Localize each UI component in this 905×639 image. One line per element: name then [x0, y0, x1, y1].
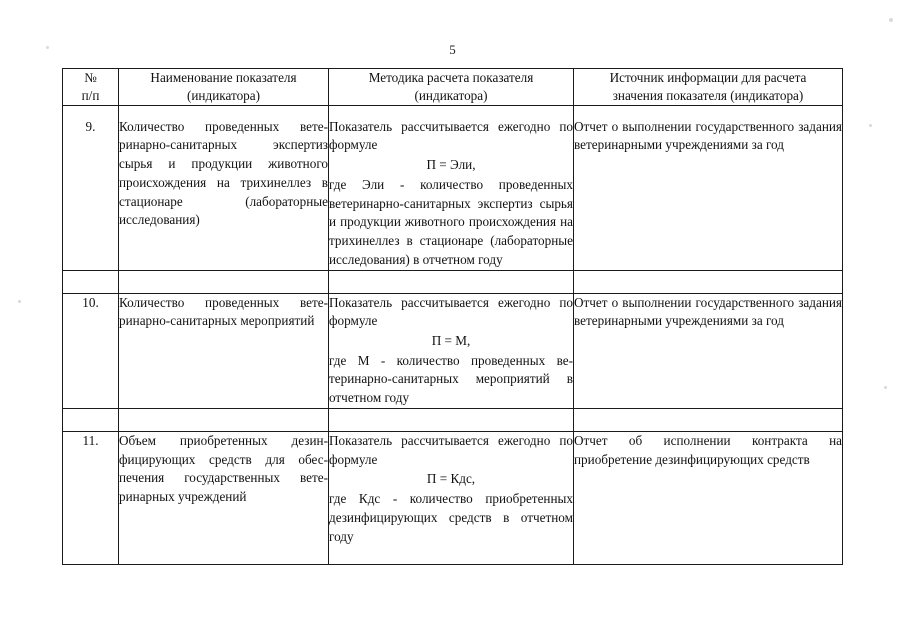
row-method — [329, 293, 574, 408]
column-header-source — [574, 69, 843, 106]
row-method-intro: Показатель рассчитывается ежегодно по формуле — [329, 432, 573, 467]
column-header-number-line1: № — [84, 70, 97, 85]
indicators-table — [62, 68, 843, 565]
row-name: Количество проведенных ветеринарно-санитарных экспертиз сырья и продукции животного происхождения на трихинеллез в стационаре (лабораторные исследования) — [119, 105, 329, 270]
row-method-rest: где Эли - количество проведенных ветеринарно-санитарных экспертиз сырья и продукции животного происхождения на трихинеллез в стационаре (лабораторные исследования) в отчетном году — [329, 176, 573, 267]
column-header-number-line2: п/п — [81, 87, 100, 103]
column-header-method — [329, 69, 574, 106]
row-spacer-cell — [329, 270, 574, 293]
column-header-method-line2: (индикатора) — [414, 87, 488, 103]
row-spacer-cell — [329, 408, 574, 431]
column-header-method-line1: Методика расчета показателя — [368, 70, 534, 85]
row-source: Отчет о выполнении государственного задания ветеринарными учреждениями за год — [574, 105, 843, 270]
page-number: 5 — [449, 42, 456, 57]
scan-speckle — [869, 124, 872, 127]
row-number: 10. — [63, 293, 119, 408]
row-formula: П = Кдс, — [426, 471, 476, 487]
column-header-name-line2: (индикатора) — [186, 87, 260, 103]
row-number: 9. — [63, 105, 119, 270]
row-number: 11. — [63, 431, 119, 564]
row-formula: П = М, — [431, 332, 471, 348]
row-formula: П = Эли, — [426, 157, 476, 173]
row-method-intro: Показатель рассчитывается ежегодно по формуле — [329, 294, 573, 329]
column-header-source-line2: значения показателя (индикатора) — [612, 87, 804, 103]
column-header-name-line1: Наименование показателя — [150, 70, 297, 85]
scan-speckle — [884, 386, 887, 389]
row-spacer — [63, 408, 843, 431]
column-header-name — [119, 69, 329, 106]
row-source: Отчет о выполнении государственного задания ветеринарными учреждениями за год — [574, 293, 843, 408]
column-header-source-line1: Источник информации для расчета — [609, 70, 807, 85]
table-header-row — [63, 69, 843, 106]
scan-edge-mark — [0, 0, 905, 1]
table-header — [63, 69, 843, 106]
row-spacer — [63, 270, 843, 293]
table-row — [63, 105, 843, 270]
scan-speckle — [889, 18, 893, 22]
row-method — [329, 105, 574, 270]
row-method-rest: где Кдс - количество приобретенных дезинфицирующих средств в отчетном году — [329, 491, 573, 544]
row-method-rest: где М - количество проведенных ветеринарно-санитарных мероприятий в отчетном году — [329, 352, 573, 406]
row-method-intro: Показатель рассчитывается ежегодно по формуле — [329, 118, 573, 153]
table-row — [63, 293, 843, 408]
row-spacer-cell — [63, 408, 119, 431]
row-method — [329, 431, 574, 564]
row-spacer-cell — [63, 270, 119, 293]
table-row — [63, 431, 843, 564]
row-source: Отчет об исполнении контракта на приобретение дезинфицирующих средств — [574, 431, 843, 564]
scan-speckle — [46, 46, 49, 49]
scan-speckle — [18, 300, 21, 303]
row-spacer-cell — [119, 270, 329, 293]
column-header-number — [63, 69, 119, 106]
row-spacer-cell — [574, 270, 843, 293]
row-name: Количество проведенных ветеринарно-санитарных мероприятий — [119, 293, 329, 408]
row-spacer-cell — [574, 408, 843, 431]
row-name: Объем приобретенных дезинфицирующих средств для обеспечения государственных ветеринарных учреждений — [119, 431, 329, 564]
table-body — [63, 105, 843, 565]
row-spacer-cell — [119, 408, 329, 431]
